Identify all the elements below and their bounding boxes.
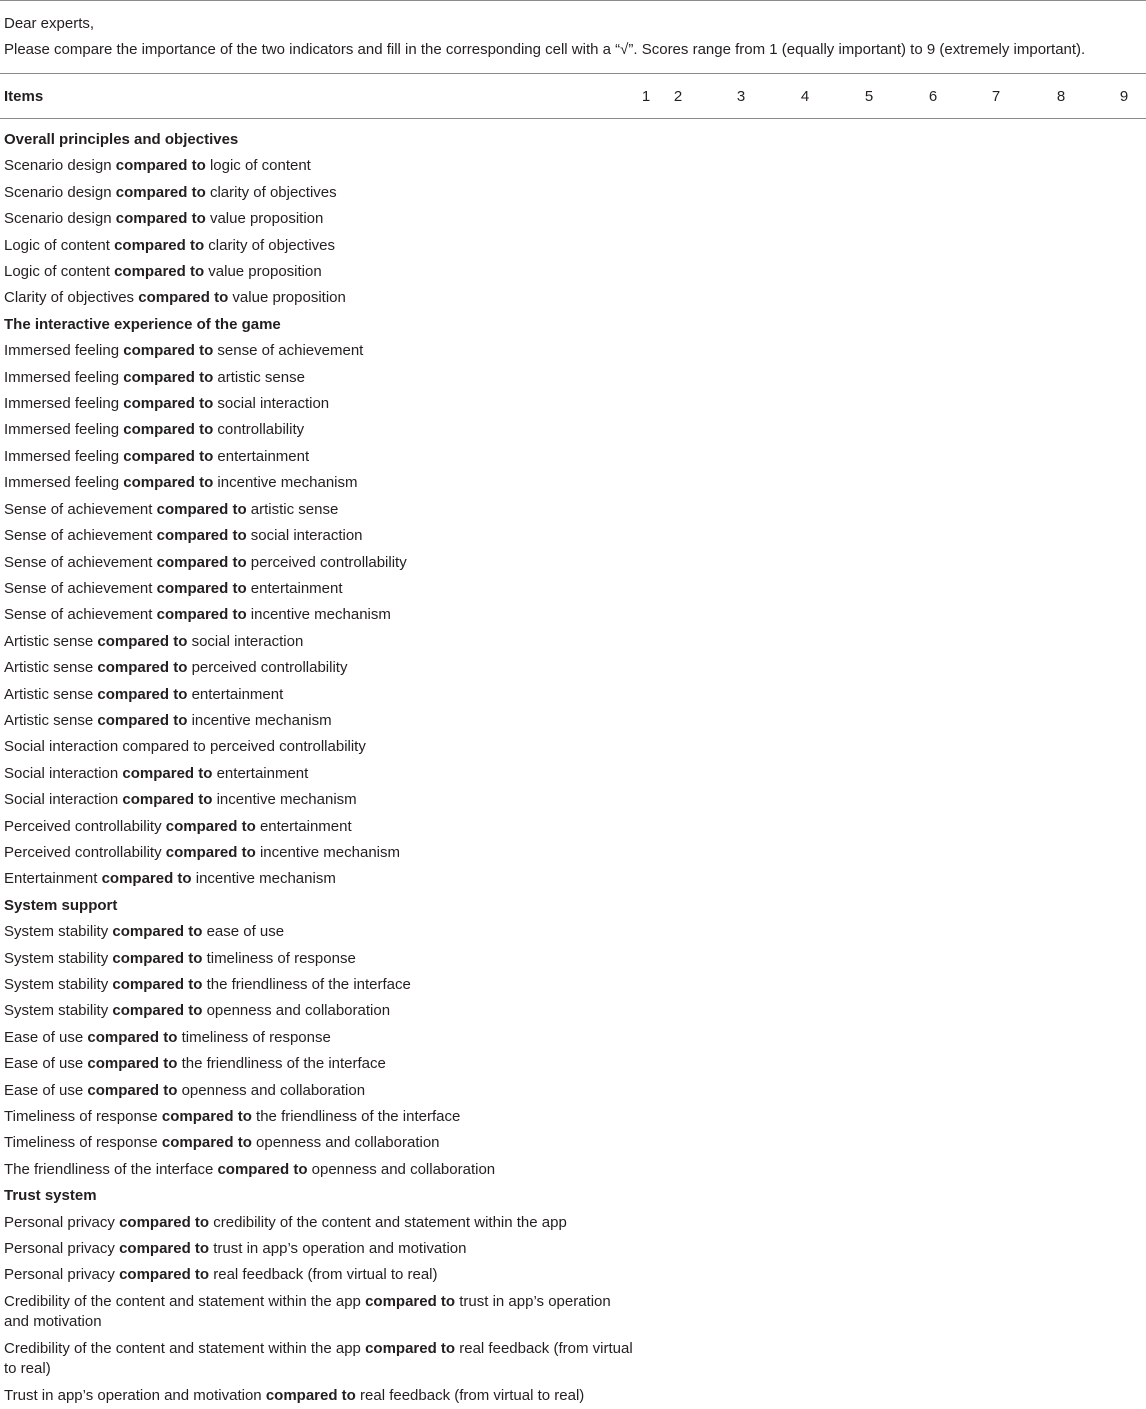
instruction-text: Please compare the importance of the two indicators and fill in the corresponding cell with a “√”. Scores range from 1 (equally important) to 9 (extremely important). — [4, 41, 1086, 58]
compared-to-text: compared to — [161, 1134, 252, 1152]
indicator-a: Immersed feeling — [4, 421, 120, 439]
table-row — [0, 998, 1146, 1024]
indicator-a: System stability — [4, 976, 109, 993]
section-title: Trust system — [4, 1187, 97, 1205]
table-row — [0, 1025, 1146, 1051]
comparison-label — [0, 972, 636, 998]
indicator-a: Artistic sense — [4, 685, 94, 703]
table-row — [0, 417, 1146, 443]
indicator-b: sense of achievement — [217, 342, 364, 360]
indicator-b: social interaction — [250, 527, 363, 545]
comparison-label — [0, 1051, 636, 1077]
table-row — [0, 391, 1146, 417]
compared-to-text: compared to — [87, 1055, 178, 1073]
table-row — [0, 285, 1146, 311]
comparison-label — [0, 365, 636, 391]
indicator-b: the friendliness of the interface — [206, 976, 411, 993]
compared-to-text: compared to — [115, 210, 206, 228]
indicator-b: entertainment — [250, 579, 343, 597]
indicator-b: real feedback (from virtual to real) — [360, 1386, 585, 1404]
comparison-label — [0, 180, 636, 206]
compared-to-text: compared to — [156, 553, 247, 571]
intro-block — [0, 0, 1146, 73]
table-row — [0, 259, 1146, 285]
indicator-a: Immersed feeling — [4, 447, 120, 465]
section-title: System support — [4, 896, 118, 914]
compared-to-text: compared to — [119, 1213, 210, 1231]
section-header-row — [0, 127, 1146, 153]
compared-to-text: compared to — [156, 606, 247, 624]
compared-to-text: compared to — [114, 236, 205, 254]
compared-to-text: compared to — [114, 263, 205, 281]
indicator-a: Ease of use — [4, 1081, 84, 1099]
compared-to-text: compared to — [122, 791, 213, 809]
comparison-label — [0, 550, 636, 576]
indicator-a: Sense of achievement — [4, 500, 153, 518]
table-row — [0, 1104, 1146, 1130]
section-header-row — [0, 312, 1146, 338]
indicator-b: social interaction — [191, 632, 304, 650]
compared-to-text: compared to — [119, 1266, 210, 1284]
table-row — [0, 1336, 1146, 1383]
indicator-b: timeliness of response — [206, 949, 356, 967]
comparison-label — [0, 919, 636, 945]
indicator-a: Artistic sense — [4, 711, 94, 729]
compared-to-text: compared to — [115, 183, 206, 201]
compared-to-text: compared to — [101, 870, 192, 888]
score-header-8: 8 — [1056, 87, 1066, 105]
compared-to-text: compared to — [123, 395, 214, 413]
comparison-label — [0, 761, 636, 787]
table-row — [0, 761, 1146, 787]
indicator-a: Personal privacy — [4, 1266, 115, 1284]
compared-to-text: compared to — [156, 579, 247, 597]
indicator-a: Logic of content — [4, 236, 110, 254]
indicator-b: openness and collaboration — [311, 1160, 496, 1178]
compared-to-text: compared to — [217, 1160, 308, 1178]
table-row — [0, 946, 1146, 972]
indicator-b: social interaction — [217, 395, 330, 413]
table-row — [0, 972, 1146, 998]
indicator-a: Immersed feeling — [4, 474, 120, 492]
indicator-a: Scenario design — [4, 157, 112, 175]
score-header-4: 4 — [800, 87, 810, 105]
indicator-b: incentive mechanism — [259, 843, 400, 861]
comparison-label — [0, 391, 636, 417]
indicator-b: openness and collaboration — [256, 1134, 440, 1152]
table-row — [0, 444, 1146, 470]
comparison-label — [0, 444, 636, 470]
indicator-a: Entertainment — [4, 870, 98, 888]
indicator-b: perceived controllability — [250, 553, 407, 571]
comparison-label — [0, 814, 636, 840]
comparison-label — [0, 470, 636, 496]
indicator-b: credibility of the content and statement within the app — [213, 1213, 567, 1231]
indicator-b: value proposition — [208, 263, 322, 281]
compared-to-text: compared to — [87, 1081, 178, 1099]
indicator-b: value proposition — [232, 289, 346, 307]
indicator-a: Scenario design — [4, 183, 112, 201]
comparison-label — [0, 629, 636, 655]
score-header-1: 1 — [641, 87, 651, 105]
comparison-label — [0, 497, 636, 523]
score-header-5: 5 — [864, 87, 874, 105]
compared-to-text: compared to — [123, 342, 214, 360]
indicator-b: value proposition — [209, 210, 324, 228]
score-header-2: 2 — [673, 87, 683, 105]
table-row — [0, 708, 1146, 734]
comparison-label — [0, 1104, 636, 1130]
comparison-label — [0, 233, 636, 259]
indicator-b: clarity of objectives — [209, 183, 337, 201]
table-row — [0, 629, 1146, 655]
indicator-a: Immersed feeling — [4, 368, 120, 386]
comparison-label — [0, 840, 636, 866]
score-header-3: 3 — [736, 87, 746, 105]
compared-to-text: compared to — [112, 923, 203, 941]
indicator-a: Artistic sense — [4, 659, 94, 677]
indicator-b: artistic sense — [217, 368, 305, 386]
section-title: The interactive experience of the game — [4, 315, 281, 333]
comparison-label — [0, 655, 636, 681]
compared-to-text: compared to — [123, 421, 214, 439]
table-row — [0, 470, 1146, 496]
table-row — [0, 814, 1146, 840]
indicator-a: Sense of achievement — [4, 606, 153, 624]
comparison-label — [0, 285, 636, 311]
comparison-label — [0, 206, 636, 232]
comparison-label — [0, 523, 636, 549]
compared-to-text: compared to — [165, 843, 256, 861]
table-row — [0, 787, 1146, 813]
indicator-b: openness and collaboration — [181, 1081, 366, 1099]
table-row — [0, 840, 1146, 866]
comparison-label — [0, 338, 636, 364]
indicator-a: Logic of content — [4, 263, 110, 281]
indicator-a: Social interaction — [4, 764, 119, 782]
indicator-b: timeliness of response — [181, 1028, 331, 1046]
indicator-b: perceived controllability — [191, 659, 348, 677]
table-row — [0, 734, 1146, 760]
compared-to-text: compared to — [115, 157, 206, 175]
indicator-a: System stability — [4, 923, 109, 941]
indicator-b: artistic sense — [250, 500, 339, 518]
table-row — [0, 1051, 1146, 1077]
indicator-b: controllability — [217, 421, 305, 439]
greeting-text: Dear experts, — [4, 15, 95, 32]
compared-to-text: compared to — [123, 474, 214, 492]
indicator-a: Timeliness of response — [4, 1134, 158, 1152]
comparison-label — [0, 1336, 636, 1383]
indicator-b: the friendliness of the interface — [181, 1055, 386, 1073]
indicator-b: real feedback (from virtual to real) — [213, 1266, 438, 1284]
indicator-a: System stability — [4, 1002, 109, 1020]
indicator-b: incentive mechanism — [217, 474, 358, 492]
table-row — [0, 1262, 1146, 1288]
score-header-7: 7 — [991, 87, 1001, 105]
indicator-b: entertainment — [216, 764, 309, 782]
items-column-header: Items — [4, 87, 44, 105]
table-row — [0, 233, 1146, 259]
indicator-a: Credibility of the content and statement within the app — [4, 1292, 361, 1310]
comparison-label — [0, 682, 636, 708]
compared-to-text: compared to — [265, 1386, 356, 1404]
table-row — [0, 866, 1146, 892]
indicator-b: entertainment — [191, 685, 284, 703]
indicator-b: logic of content — [209, 157, 311, 175]
compared-to-text: compared to — [97, 685, 188, 703]
compared-to-text: compared to — [97, 659, 188, 677]
table-row — [0, 1157, 1146, 1183]
indicator-b: openness and collaboration — [206, 1002, 391, 1020]
indicator-b: real feedback (from virtual to real) — [4, 1339, 633, 1378]
comparison-label — [0, 998, 636, 1024]
comparison-label — [0, 1289, 636, 1336]
indicator-a: Scenario design — [4, 210, 112, 228]
indicator-b: entertainment — [259, 817, 352, 835]
comparison-label — [0, 259, 636, 285]
indicator-b: clarity of objectives — [208, 236, 335, 254]
compared-to-text: compared to — [122, 764, 213, 782]
table-row — [0, 153, 1146, 179]
indicator-b: incentive mechanism — [250, 606, 391, 624]
compared-to-text: compared to — [112, 949, 203, 967]
comparison-label — [0, 1025, 636, 1051]
comparison-label — [0, 946, 636, 972]
compared-to-text: compared to — [123, 447, 214, 465]
comparison-label — [0, 1262, 636, 1288]
table-row — [0, 1130, 1146, 1156]
comparison-label — [0, 1383, 636, 1409]
indicator-b: entertainment — [217, 447, 310, 465]
compared-to-text: compared to — [138, 289, 229, 307]
indicator-a: System stability — [4, 949, 109, 967]
compared-to-text: compared to — [365, 1292, 456, 1310]
indicator-a: Sense of achievement — [4, 579, 153, 597]
compared-to-text: compared to — [97, 711, 188, 729]
indicator-b: ease of use — [206, 923, 285, 941]
table-row — [0, 682, 1146, 708]
comparison-label — [0, 1157, 636, 1183]
comparison-label — [0, 1210, 636, 1236]
section-title: Overall principles and objectives — [4, 131, 239, 148]
table-row — [0, 1210, 1146, 1236]
indicator-b: incentive mechanism — [191, 711, 332, 729]
table-row — [0, 1383, 1146, 1409]
compared-to-text: compared to — [112, 976, 203, 993]
table-body — [0, 119, 1146, 1409]
table-row — [0, 1078, 1146, 1104]
comparison-label — [0, 1078, 636, 1104]
comparison-label — [0, 602, 636, 628]
compared-to-text: compared to — [165, 817, 256, 835]
indicator-b: incentive mechanism — [195, 870, 336, 888]
comparison-label: Social interaction compared to perceived controllability — [4, 738, 366, 756]
table-row — [0, 180, 1146, 206]
comparison-label — [0, 417, 636, 443]
indicator-a: Personal privacy — [4, 1213, 115, 1231]
indicator-b: trust in app’s operation and motivation — [213, 1240, 467, 1258]
indicator-a: Personal privacy — [4, 1240, 115, 1258]
comparison-label — [0, 153, 636, 179]
table-row — [0, 602, 1146, 628]
compared-to-text: compared to — [97, 632, 188, 650]
table-row — [0, 338, 1146, 364]
indicator-a: The friendliness of the interface — [4, 1160, 214, 1178]
compared-to-text: compared to — [123, 368, 214, 386]
indicator-b: the friendliness of the interface — [256, 1108, 461, 1126]
table-header-row — [0, 73, 1146, 119]
compared-to-text: compared to — [112, 1002, 203, 1020]
indicator-a: Trust in app’s operation and motivation — [4, 1386, 262, 1404]
comparison-label — [0, 576, 636, 602]
comparison-label — [0, 1130, 636, 1156]
indicator-a: Sense of achievement — [4, 553, 153, 571]
compared-to-text: compared to — [161, 1108, 252, 1126]
indicator-a: Ease of use — [4, 1055, 84, 1073]
indicator-a: Sense of achievement — [4, 527, 153, 545]
table-row — [0, 1289, 1146, 1336]
table-row — [0, 655, 1146, 681]
compared-to-text: compared to — [365, 1339, 456, 1357]
table-row — [0, 576, 1146, 602]
indicator-a: Ease of use — [4, 1028, 84, 1046]
table-row — [0, 365, 1146, 391]
comparison-label — [0, 1236, 636, 1262]
table-row — [0, 206, 1146, 232]
indicator-b: incentive mechanism — [216, 791, 357, 809]
indicator-a: Perceived controllability — [4, 817, 162, 835]
table-row — [0, 919, 1146, 945]
comparison-label — [0, 787, 636, 813]
table-row — [0, 497, 1146, 523]
indicator-a: Credibility of the content and statement within the app — [4, 1339, 361, 1357]
indicator-a: Timeliness of response — [4, 1108, 158, 1126]
indicator-a: Immersed feeling — [4, 395, 120, 413]
indicator-a: Social interaction — [4, 791, 119, 809]
indicator-a: Perceived controllability — [4, 843, 162, 861]
score-header-9: 9 — [1119, 87, 1129, 105]
table-row — [0, 523, 1146, 549]
section-header-row — [0, 1183, 1146, 1209]
compared-to-text: compared to — [87, 1028, 178, 1046]
compared-to-text: compared to — [156, 527, 247, 545]
score-header-6: 6 — [928, 87, 938, 105]
table-row — [0, 550, 1146, 576]
indicator-a: Clarity of objectives — [4, 289, 135, 307]
comparison-label — [0, 708, 636, 734]
compared-to-text: compared to — [119, 1240, 210, 1258]
indicator-a: Immersed feeling — [4, 342, 120, 360]
indicator-a: Artistic sense — [4, 632, 94, 650]
indicator-b: trust in app’s operation and motivation — [4, 1292, 611, 1331]
section-header-row — [0, 893, 1146, 919]
comparison-label — [0, 866, 636, 892]
compared-to-text: compared to — [156, 500, 247, 518]
table-row — [0, 1236, 1146, 1262]
